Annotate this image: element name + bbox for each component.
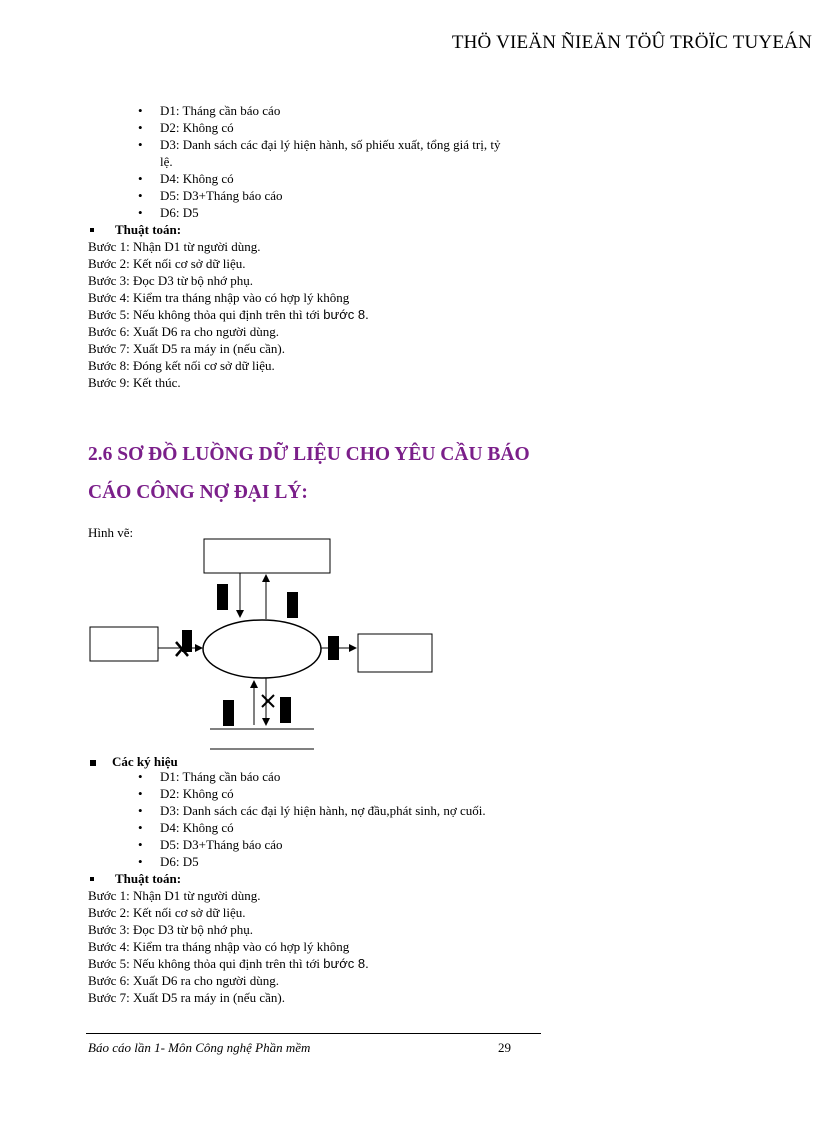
running-header: THÖ VIEÄN ÑIEÄN TÖÛ TRÖÏC TUYEÁN (451, 32, 812, 53)
step-line: Bước 2: Kết nối cơ sở dữ liệu. (88, 256, 246, 271)
step-text: Bước 5: Nếu không thỏa qui định trên thì tới (88, 307, 321, 322)
step-line (88, 306, 369, 323)
input-device-box (90, 627, 158, 661)
step-line: Bước 4: Kiểm tra tháng nhập vào có hợp lý không (88, 290, 350, 305)
list-item: D3: Danh sách các đại lý hiện hành, số phiếu xuất, tổng giá trị, tỷ (160, 137, 501, 152)
bullet-dot: • (138, 837, 143, 852)
bullet-dot: • (138, 803, 143, 818)
step-line: Bước 3: Đọc D3 từ bộ nhớ phụ. (88, 273, 254, 288)
algorithm-heading: Thuật toán: (115, 871, 182, 886)
step-line: Bước 7: Xuất D5 ra máy in (nếu cần). (88, 990, 285, 1005)
square-bullet (90, 228, 94, 232)
step-line (88, 955, 369, 972)
step-line: Bước 8: Đóng kết nối cơ sở dữ liệu. (88, 358, 275, 373)
list-item: D1: Tháng cần báo cáo (160, 103, 281, 118)
list-item: D2: Không có (160, 120, 234, 135)
step-target: bước 8. (323, 307, 369, 322)
list-item: D4: Không có (160, 171, 234, 186)
list-item: D3: Danh sách các đại lý hiện hành, nợ đầu,phát sinh, nợ cuối. (160, 803, 486, 818)
footer-rule (86, 1033, 541, 1034)
bullet-dot: • (138, 854, 143, 869)
step-line: Bước 7: Xuất D5 ra máy in (nếu cần). (88, 341, 285, 356)
flow-label-block (328, 636, 339, 660)
user-entity-box (204, 539, 330, 573)
flow-label-block (217, 584, 228, 610)
page-number: 29 (498, 1040, 511, 1055)
process-ellipse (203, 620, 321, 678)
figure-label: Hình vẽ: (88, 525, 134, 540)
flow-label-block (223, 700, 234, 726)
list-item: D2: Không có (160, 786, 234, 801)
step-line: Bước 2: Kết nối cơ sở dữ liệu. (88, 905, 246, 920)
list-item-continuation: lệ. (160, 154, 173, 169)
bullet-dot: • (138, 820, 143, 835)
bullet-dot: • (138, 137, 143, 152)
flow-label-block (280, 697, 291, 723)
flow-label-block (287, 592, 298, 618)
step-text: Bước 5: Nếu không thỏa qui định trên thì tới (88, 956, 321, 971)
list-item: D6: D5 (160, 854, 199, 869)
square-bullet (90, 760, 96, 766)
list-item: D6: D5 (160, 205, 199, 220)
output-device-box (358, 634, 432, 672)
list-item: D5: D3+Tháng báo cáo (160, 188, 283, 203)
list-item: D5: D3+Tháng báo cáo (160, 837, 283, 852)
step-line: Bước 1: Nhận D1 từ người dùng. (88, 888, 261, 903)
list-item: D4: Không có (160, 820, 234, 835)
bullet-dot: • (138, 769, 143, 784)
step-line: Bước 6: Xuất D6 ra cho người dùng. (88, 324, 280, 339)
bullet-dot: • (138, 205, 143, 220)
data-flow-diagram (86, 535, 436, 755)
step-target: bước 8. (323, 956, 369, 971)
bullet-dot: • (138, 120, 143, 135)
bullet-dot: • (138, 103, 143, 118)
step-line: Bước 1: Nhận D1 từ người dùng. (88, 239, 261, 254)
algorithm-heading: Thuật toán: (115, 222, 182, 237)
footer-text: Báo cáo lần 1- Môn Công nghệ Phần mềm (88, 1040, 311, 1055)
legend-heading: Các ký hiệu (112, 754, 178, 769)
step-line: Bước 3: Đọc D3 từ bộ nhớ phụ. (88, 922, 254, 937)
bullet-dot: • (138, 171, 143, 186)
step-line: Bước 9: Kết thúc. (88, 375, 181, 390)
step-line: Bước 6: Xuất D6 ra cho người dùng. (88, 973, 280, 988)
bullet-dot: • (138, 786, 143, 801)
square-bullet (90, 877, 94, 881)
bullet-dot: • (138, 188, 143, 203)
section-title-line1: 2.6 SƠ ĐỒ LUỒNG DỮ LIỆU CHO YÊU CẦU BÁO (88, 444, 530, 465)
cross-mark (262, 695, 274, 707)
list-item: D1: Tháng cần báo cáo (160, 769, 281, 784)
section-title-line2: CÁO CÔNG NỢ ĐẠI LÝ: (88, 482, 308, 503)
step-line: Bước 4: Kiểm tra tháng nhập vào có hợp lý không (88, 939, 350, 954)
